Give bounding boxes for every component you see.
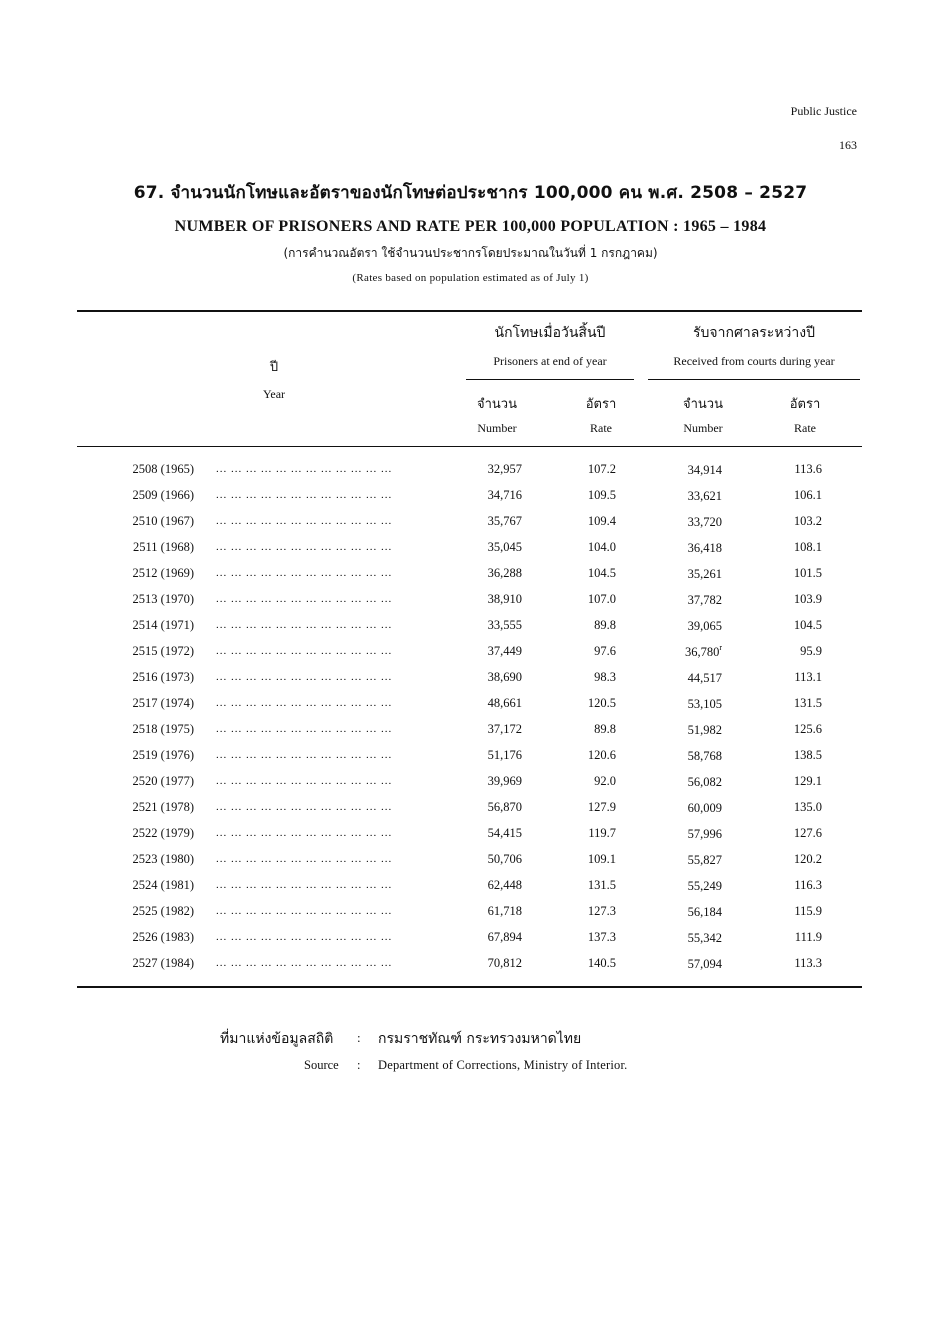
received-number-value: 39,065 [687,619,722,634]
received-number-value: 60,009 [687,801,722,816]
row-year: 2525 (1982) [132,904,194,918]
page-number: 163 [839,138,857,152]
prisoners-number: 67,894 [487,930,522,944]
row-year: 2519 (1976) [132,748,194,762]
table-row [0,563,941,589]
received-number-value: 55,827 [687,853,722,868]
section-header: Public Justice [790,104,857,118]
prisoners-rate: 131.5 [587,878,616,892]
leader-dots: ... ... ... ... ... ... ... ... ... ... ... ... [216,593,393,605]
leader-dots: ... ... ... ... ... ... ... ... ... ... ... ... [216,905,393,917]
prisoners-rate: 120.6 [587,748,616,762]
row-year: 2526 (1983) [132,930,194,944]
leader-dots: ... ... ... ... ... ... ... ... ... ... ... ... [216,723,393,735]
received-number [660,774,722,790]
leader-dots: ... ... ... ... ... ... ... ... ... ... ... ... [216,879,393,891]
leader-dots: ... ... ... ... ... ... ... ... ... ... ... ... [216,801,393,813]
received-number-value: 56,184 [687,905,722,920]
received-rate: 95.9 [800,644,822,658]
table-row [0,485,941,511]
received-number [660,904,722,920]
source-label-english: Source [304,1058,339,1072]
received-rate: 113.6 [794,462,822,476]
leader-dots: ... ... ... ... ... ... ... ... ... ... ... ... [216,515,393,527]
prisoners-rate: 127.3 [587,904,616,918]
received-number [660,540,722,556]
prisoners-rate: 109.4 [587,514,616,528]
prisoners-rate: 107.0 [587,592,616,606]
table-row [0,901,941,927]
row-year: 2518 (1975) [132,722,194,736]
prisoners-number: 33,555 [487,618,522,632]
leader-dots: ... ... ... ... ... ... ... ... ... ... ... ... [216,541,393,553]
leader-dots: ... ... ... ... ... ... ... ... ... ... ... ... [216,567,393,579]
prisoners-rate: 104.0 [587,540,616,554]
received-rate: 113.3 [794,956,822,970]
received-rate: 103.9 [793,592,822,606]
received-rate: 111.9 [794,930,822,944]
prisoners-number: 54,415 [487,826,522,840]
received-rate: 103.2 [793,514,822,528]
table-row [0,537,941,563]
table-row [0,667,941,693]
leader-dots: ... ... ... ... ... ... ... ... ... ... ... ... [216,489,393,501]
row-year: 2514 (1971) [132,618,194,632]
prisoners-number: 34,716 [487,488,522,502]
received-number-value: 37,782 [687,593,722,608]
table-row [0,771,941,797]
prisoners-rate: 89.8 [594,618,616,632]
revised-mark: r [719,643,722,652]
table-subtitle-english: (Rates based on population estimated as of July 1) [352,272,589,284]
received-number-value: 34,914 [687,463,722,478]
prisoners-number: 35,767 [487,514,522,528]
group-prisoners-header-thai: นักโทษเมื่อวันสิ้นปี [494,325,606,341]
received-number-value: 44,517 [687,671,722,686]
received-number-value: 33,720 [687,515,722,530]
received-rate: 106.1 [793,488,822,502]
prisoners-rate: 119.7 [588,826,616,840]
group-prisoners-rule [466,379,634,380]
table-body [0,459,941,979]
received-number [660,748,722,764]
received-number [660,514,722,530]
prisoners-number: 37,172 [487,722,522,736]
table-row [0,641,941,667]
prisoners-number: 36,288 [487,566,522,580]
received-number-value: 36,780 [684,645,720,660]
row-year: 2510 (1967) [132,514,194,528]
row-year: 2521 (1978) [132,800,194,814]
prisoners-number-header-thai: จำนวน [477,397,517,412]
received-number-header-thai: จำนวน [683,397,723,412]
prisoners-rate: 98.3 [594,670,616,684]
prisoners-number: 62,448 [487,878,522,892]
table-row [0,693,941,719]
received-number [660,696,722,712]
prisoners-rate-header-thai: อัตรา [585,397,617,412]
prisoners-rate: 107.2 [587,462,616,476]
leader-dots: ... ... ... ... ... ... ... ... ... ... ... ... [216,827,393,839]
prisoners-rate: 97.6 [594,644,616,658]
leader-dots: ... ... ... ... ... ... ... ... ... ... ... ... [216,671,393,683]
received-number-value: 56,082 [687,775,722,790]
table-title-thai: 67. จำนวนนักโทษและอัตราของนักโทษต่อประชากร 100,000 คน พ.ศ. 2508 – 2527 [133,183,808,203]
received-number [660,644,722,660]
prisoners-number: 38,910 [487,592,522,606]
source-value-english: Department of Corrections, Ministry of Interior. [378,1058,628,1072]
prisoners-number: 48,661 [487,696,522,710]
table-row [0,849,941,875]
table-row [0,511,941,537]
table-row [0,823,941,849]
group-prisoners-header-english: Prisoners at end of year [493,354,607,368]
group-received-rule [648,379,860,380]
prisoners-number: 38,690 [487,670,522,684]
table-row [0,459,941,485]
row-year: 2520 (1977) [132,774,194,788]
received-number-value: 58,768 [687,749,722,764]
received-number [660,878,722,894]
leader-dots: ... ... ... ... ... ... ... ... ... ... ... ... [216,931,393,943]
prisoners-number: 39,969 [487,774,522,788]
received-rate: 127.6 [793,826,822,840]
received-number [660,800,722,816]
received-rate: 104.5 [793,618,822,632]
header-bottom-rule [77,446,862,447]
table-row [0,953,941,979]
row-year: 2522 (1979) [132,826,194,840]
row-year: 2509 (1966) [132,488,194,502]
group-received-header-english: Received from courts during year [673,354,835,368]
received-number [660,956,722,972]
prisoners-rate: 104.5 [587,566,616,580]
received-number [660,722,722,738]
received-number-value: 57,996 [687,827,722,842]
received-rate-header-thai: อัตรา [789,397,821,412]
table-row [0,797,941,823]
received-number-value: 51,982 [687,723,722,738]
leader-dots: ... ... ... ... ... ... ... ... ... ... ... ... [216,619,393,631]
prisoners-number: 37,449 [487,644,522,658]
table-row [0,589,941,615]
received-rate: 135.0 [793,800,822,814]
row-year: 2517 (1974) [132,696,194,710]
leader-dots: ... ... ... ... ... ... ... ... ... ... ... ... [216,775,393,787]
prisoners-rate-header-english: Rate [590,421,612,435]
leader-dots: ... ... ... ... ... ... ... ... ... ... ... ... [216,853,393,865]
received-number-value: 35,261 [687,567,722,582]
prisoners-rate: 140.5 [587,956,616,970]
received-number [660,852,722,868]
year-header-english: Year [262,387,286,401]
table-row [0,875,941,901]
prisoners-number: 61,718 [487,904,522,918]
received-number [660,930,722,946]
received-number-value: 33,621 [687,489,722,504]
received-rate: 120.2 [793,852,822,866]
prisoners-number: 56,870 [487,800,522,814]
row-year: 2527 (1984) [132,956,194,970]
prisoners-number: 50,706 [487,852,522,866]
table-row [0,615,941,641]
year-header-thai: ปี [269,360,279,375]
prisoners-rate: 92.0 [594,774,616,788]
received-number [660,670,722,686]
prisoners-rate: 109.5 [587,488,616,502]
received-number [660,618,722,634]
prisoners-rate: 109.1 [587,852,616,866]
leader-dots: ... ... ... ... ... ... ... ... ... ... ... ... [216,697,393,709]
table-bottom-rule [77,986,862,988]
received-rate: 138.5 [793,748,822,762]
table-subtitle-thai: (การคำนวณอัตรา ใช้จำนวนประชากรโดยประมาณในวันที่ 1 กรกฎาคม) [283,246,658,260]
row-year: 2516 (1973) [132,670,194,684]
prisoners-number: 32,957 [487,462,522,476]
prisoners-rate: 127.9 [587,800,616,814]
received-number-header-english: Number [683,421,723,435]
source-separator-english: : [357,1058,361,1072]
received-rate: 129.1 [793,774,822,788]
row-year: 2523 (1980) [132,852,194,866]
received-number-value: 36,418 [687,541,722,556]
source-value-thai: กรมราชทัณฑ์ กระทรวงมหาดไทย [378,1031,582,1047]
prisoners-rate: 120.5 [587,696,616,710]
received-rate: 113.1 [794,670,822,684]
prisoners-rate: 137.3 [587,930,616,944]
prisoners-number: 70,812 [487,956,522,970]
leader-dots: ... ... ... ... ... ... ... ... ... ... ... ... [216,749,393,761]
received-rate-header-english: Rate [794,421,816,435]
prisoners-number: 35,045 [487,540,522,554]
table-top-rule [77,310,862,312]
received-rate: 115.9 [794,904,822,918]
received-number [660,488,722,504]
received-number-value: 55,342 [687,931,722,946]
received-number-value: 55,249 [687,879,722,894]
leader-dots: ... ... ... ... ... ... ... ... ... ... ... ... [216,645,393,657]
prisoners-number-header-english: Number [477,421,517,435]
row-year: 2508 (1965) [132,462,194,476]
row-year: 2513 (1970) [132,592,194,606]
received-rate: 101.5 [793,566,822,580]
group-received-header-thai: รับจากศาลระหว่างปี [693,325,815,341]
table-row [0,927,941,953]
row-year: 2515 (1972) [132,644,194,658]
received-number [660,566,722,582]
received-rate: 116.3 [794,878,822,892]
received-number [660,462,722,478]
received-number [660,826,722,842]
source-separator-thai: : [357,1030,361,1045]
table-title-english: NUMBER OF PRISONERS AND RATE PER 100,000 POPULATION : 1965 – 1984 [174,218,767,235]
received-rate: 108.1 [793,540,822,554]
source-label-thai: ที่มาแห่งข้อมูลสถิติ [220,1031,334,1047]
row-year: 2512 (1969) [132,566,194,580]
prisoners-rate: 89.8 [594,722,616,736]
received-rate: 131.5 [793,696,822,710]
received-number-value: 57,094 [687,957,722,972]
row-year: 2524 (1981) [132,878,194,892]
received-number-value: 53,105 [687,697,722,712]
table-row [0,719,941,745]
row-year: 2511 (1968) [133,540,194,554]
prisoners-number: 51,176 [487,748,522,762]
received-number [660,592,722,608]
received-rate: 125.6 [793,722,822,736]
table-row [0,745,941,771]
leader-dots: ... ... ... ... ... ... ... ... ... ... ... ... [216,463,393,475]
leader-dots: ... ... ... ... ... ... ... ... ... ... ... ... [216,957,393,969]
